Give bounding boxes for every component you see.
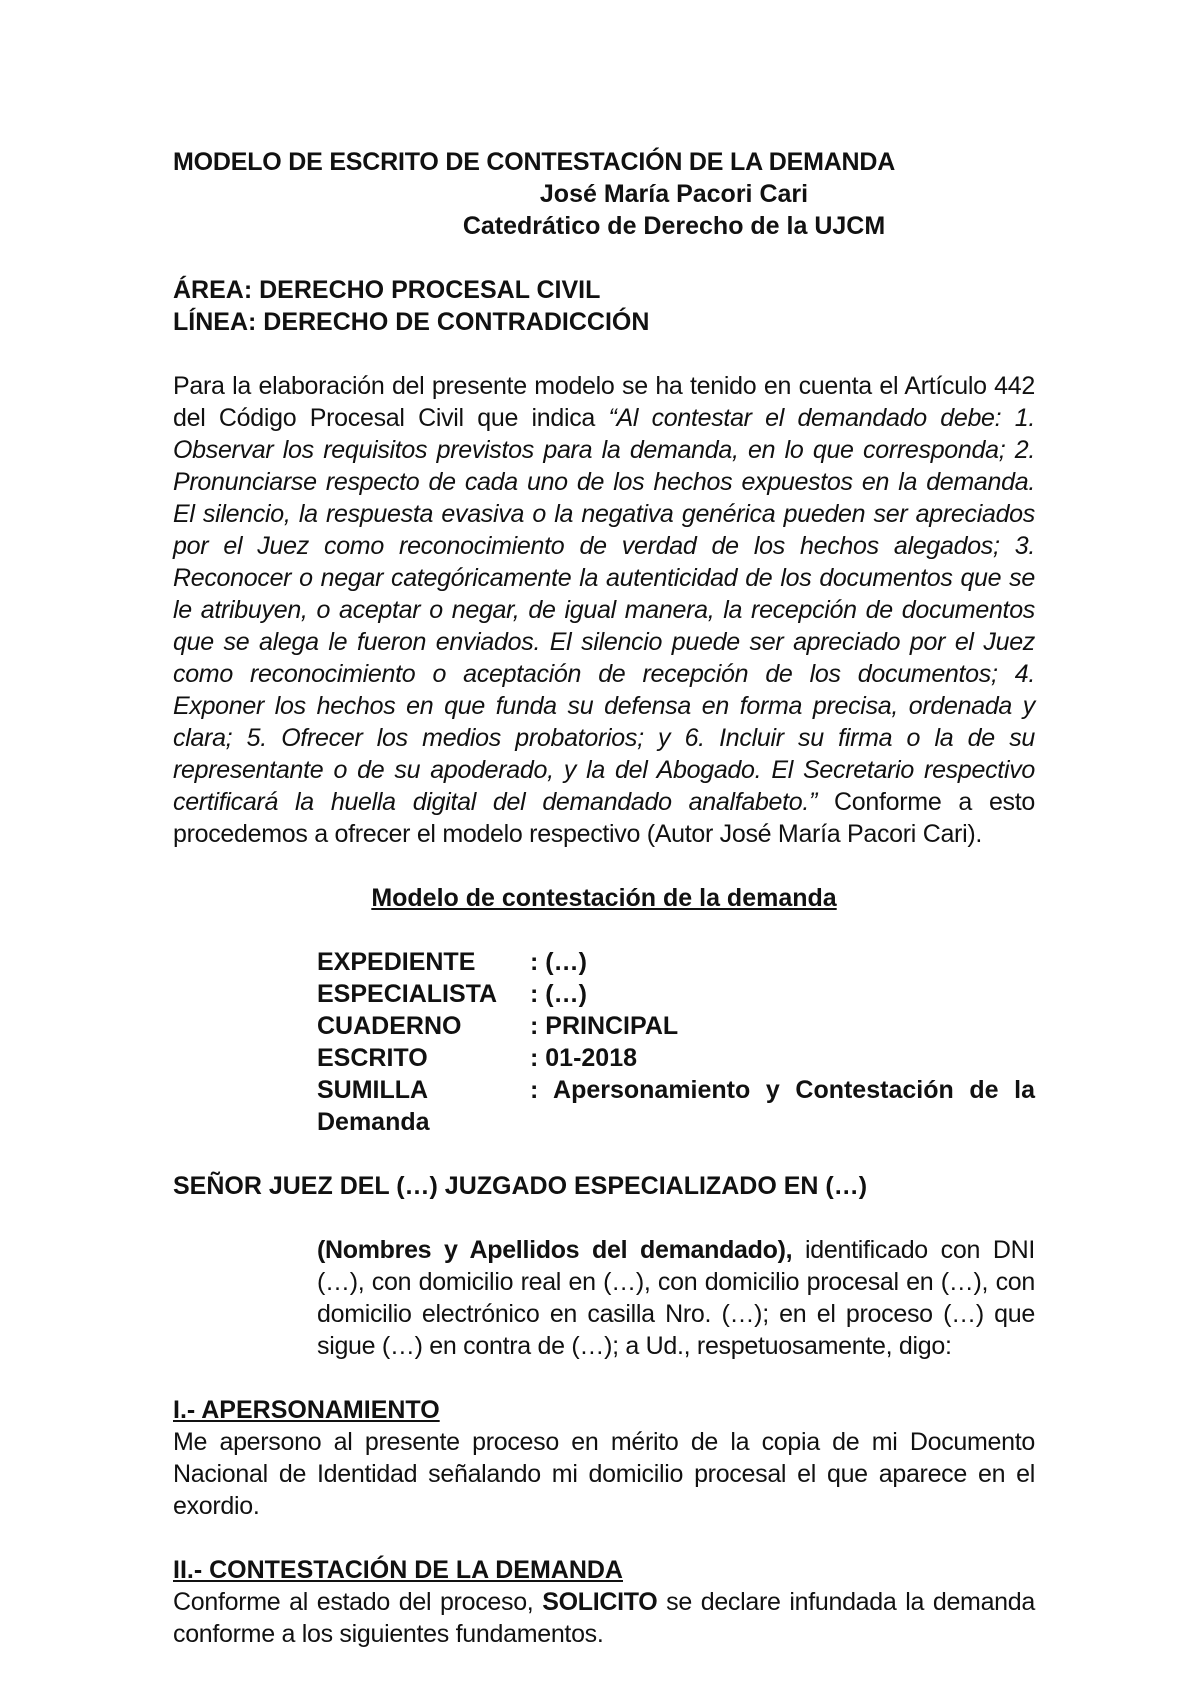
area-line: ÁREA: DERECHO PROCESAL CIVIL (173, 276, 601, 304)
model-title: Modelo de contestación de la demanda (371, 884, 837, 912)
meta-value: : 01-2018 (530, 1044, 638, 1072)
section-body-apersonamiento: Me apersono al presente proceso en mérito de la copia de mi Documento Nacional de Identidad señalando mi domicilio procesal el que aparece en el exordio. (173, 1428, 1035, 1520)
linea-line: LÍNEA: DERECHO DE CONTRADICCIÓN (173, 308, 650, 336)
meta-value: : (…) (530, 948, 587, 976)
document-body (173, 146, 1035, 1650)
addressee: SEÑOR JUEZ DEL (…) JUZGADO ESPECIALIZADO EN (…) (173, 1172, 868, 1200)
meta-row-sumilla (317, 1074, 1035, 1106)
meta-label: ESCRITO (317, 1044, 428, 1072)
meta-value: : (…) (530, 980, 587, 1008)
meta-label: EXPEDIENTE (317, 948, 476, 976)
section-heading-contestacion: II.- CONTESTACIÓN DE LA DEMANDA (173, 1556, 623, 1584)
section-body-contestacion (173, 1586, 1035, 1650)
meta-row-especialista (317, 978, 1035, 1010)
author-role: Catedrático de Derecho de la UJCM (462, 212, 886, 240)
document-title: MODELO DE ESCRITO DE CONTESTACIÓN DE LA DEMANDA (173, 148, 896, 176)
intro-tail: Conforme a esto procedemos a ofrecer el modelo respectivo (Autor José María Pacori Cari). (173, 788, 1035, 848)
case-metadata (317, 946, 1035, 1138)
meta-row-cuaderno (317, 1010, 1035, 1042)
intro-paragraph (173, 370, 1035, 850)
contestacion-text-before: Conforme al estado del proceso, (173, 1588, 543, 1616)
meta-value: : PRINCIPAL (530, 1012, 679, 1040)
meta-label: CUADERNO (317, 1012, 462, 1040)
meta-value: : Apersonamiento y Contestación de la (530, 1076, 1035, 1104)
meta-label: ESPECIALISTA (317, 980, 498, 1008)
meta-row-escrito (317, 1042, 1035, 1074)
author-name: José María Pacori Cari (539, 180, 809, 208)
section-heading-apersonamiento: I.- APERSONAMIENTO (173, 1396, 440, 1424)
defendant-name-placeholder: (Nombres y Apellidos del demandado), (317, 1236, 793, 1264)
meta-continuation: Demanda (317, 1108, 430, 1136)
meta-row-expediente (317, 946, 1035, 978)
contestacion-text-after: se declare infundada la demanda conforme a los siguientes fundamentos. (173, 1588, 1035, 1648)
intro-plain: Para la elaboración del presente modelo se ha tenido en cuenta el Artículo 442 del Código Procesal Civil que indica (173, 372, 1035, 432)
identification-text: identificado con DNI (…), con domicilio real en (…), con domicilio procesal en (…), con domicilio electrónico en casilla Nro. (…); en el proceso (…) que sigue (…) en contra de (…); a Ud., respetuosamente, digo: (317, 1236, 1035, 1360)
identification-paragraph (317, 1234, 1035, 1362)
meta-label: SUMILLA (317, 1076, 429, 1104)
solicito-keyword: SOLICITO (542, 1588, 658, 1616)
article-quote: “Al contestar el demandado debe: 1. Observar los requisitos previstos para la demanda, en lo que corresponda; 2. Pronunciarse respecto de cada uno de los hechos expuestos en la demanda. El silencio, la respuesta evasiva o la negativa genérica pueden ser apreciados por el Juez como reconocimiento de verdad de los hechos alegados; 3. Reconocer o negar categóricamente la autenticidad de los documentos que se le atribuyen, o aceptar o negar, de igual manera, la recepción de documentos que se alega le fueron enviados. El silencio puede ser apreciado por el Juez como reconocimiento o aceptación de recepción de los documentos; 4. Exponer los hechos en que funda su defensa en forma precisa, ordenada y clara; 5. Ofrecer los medios probatorios; y 6. Incluir su firma o la de su representante o de su apoderado, y la del Abogado. El Secretario respectivo certificará la huella digital del demandado analfabeto.” (173, 404, 1035, 816)
